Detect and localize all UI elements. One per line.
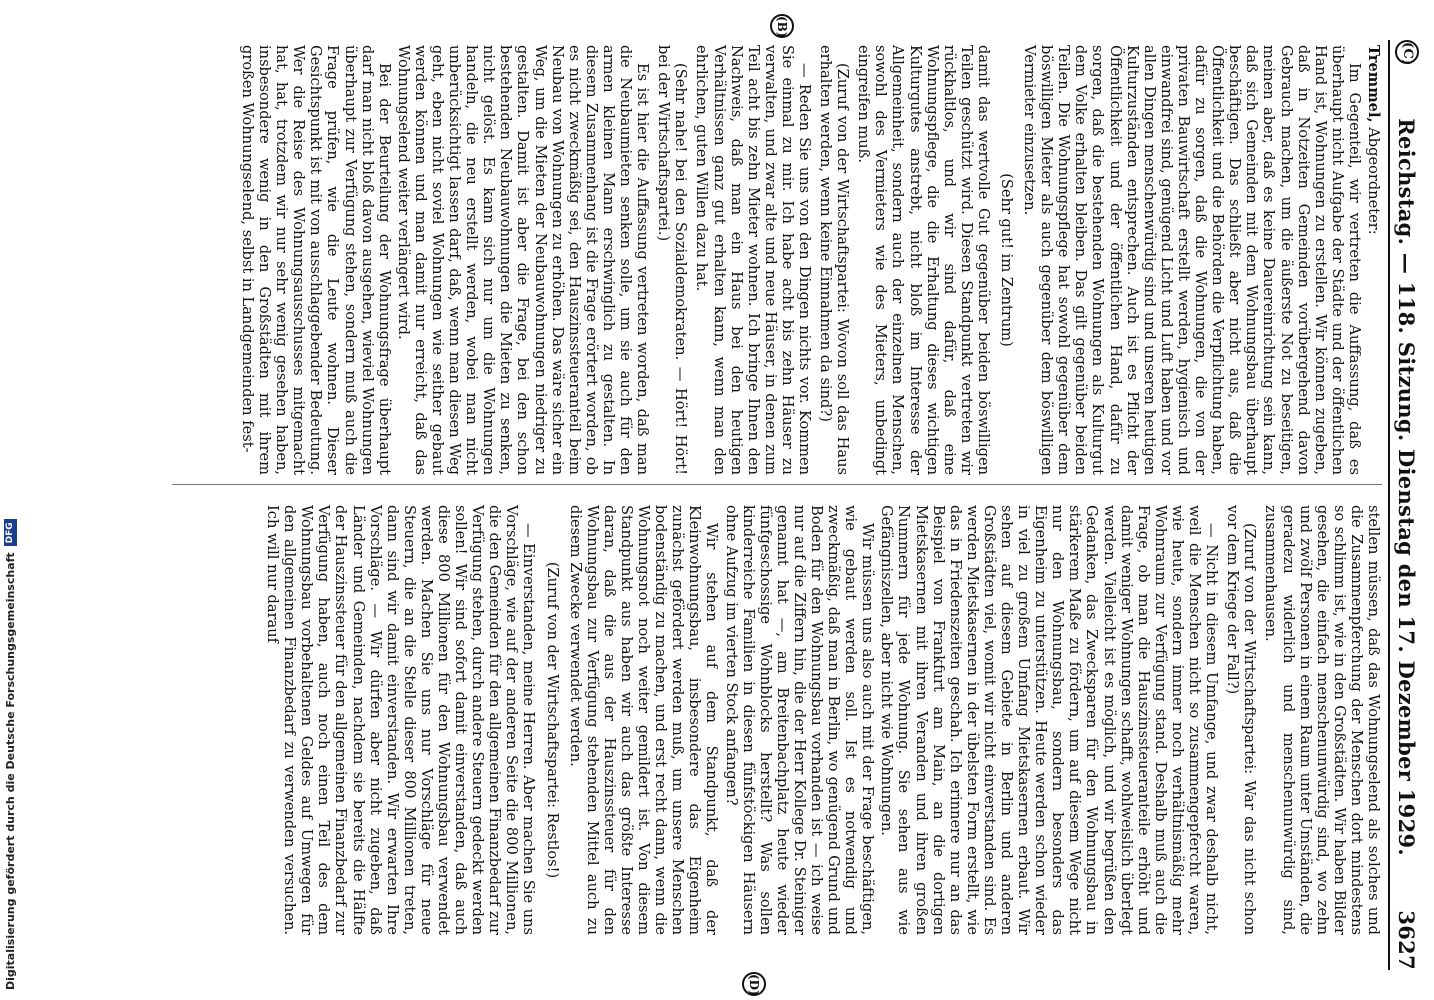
paragraph: Wir müssen uns also auch mit der Frage beschäftigen, wie gebaut werden soll. Ist es notwendig und zweckmäßig, daß man in Berlin, wo genügend Grund und Boden für den Wohnungsbau vorhanden ist — ich weise nur auf die Ziffern hin, die der Herr Kollege Dr. Steiniger genannt hat —, am Breitenbachplatz heute wieder fünfgeschossige Wohnblocks herstellt? Was sollen kinderreiche Familien in diesen fünfstöckigen Häusern ohne Aufzug im vierten Stock anfangen? — [722, 505, 877, 935]
interjection: (Sehr nahe! bei den Sozialdemokraten. — Hört! Hört! bei der Wirtschaftspartei.) — [655, 45, 690, 475]
paragraph: — Einverstanden, meine Herren. Aber machen Sie uns Vorschläge, wie auf der anderen Seite die 800 Millionen, die den Gemeinden für den allgemeinen Finanzbedarf zur Verfügung stehen, durch andere Steuern gedeckt werden sollen! Wir sind sofort damit einverstanden, daß auch diese 800 Millionen für den Wohnungsbau verwendet werden. Machen Sie uns nur Vorschläge für neue Steuern, die an die Stelle dieser 800 Millionen treten, dann sind wir damit einverstanden. Wir erwarten Ihre Vorschläge. — Wir dürfen aber nicht zugeben, daß Länder und Gemeinden, nachdem sie bereits die Hälfte der Hauszinssteuer für den allgemeinen Finanzbedarf zur Verfügung haben, auch noch einen Teil des dem Wohnungsbau vorbehaltenen Geldes auf Umwegen für den allgemeinen Finanzbedarf zu verwenden versuchen. Ich will nur darauf — [264, 505, 538, 935]
page-number: 3627 — [1394, 910, 1420, 970]
paragraph: Im Gegenteil, wir vertreten die Auffassung, daß es überhaupt nicht Aufgabe der Städte und der öffentlichen Hand ist, Wohnungen zu erstellen. Wir können zugeben, daß in Notzeiten Gemeinden vorübergehend davon Gebrauch machen, um die äußerste Not zu beseitigen, meinen aber, daß es keine Dauereinrichtung sein kann, daß sich Gemeinden mit dem Wohnungsbau überhaupt beschäftigen. Das schließt aber nicht aus, daß die Öffentlichkeit und die Behörden die Verpflichtung haben, dafür zu sorgen, daß die Wohnungen, die von der privaten Bauwirtschaft erstellt werden, hygienisch und einwandfrei sind, genügend Licht und Luft haben und vor allen Dingen menschenwürdig sind und unseren heutigen Kulturzuständen entsprechen. Auch ist es Pflicht der Öffentlichkeit und der öffentlichen Hand, dafür zu sorgen, daß die bestehenden Wohnungen als Kulturgut dem Volke erhalten bleiben. Das gilt gegenüber beiden Teilen. Die Wohnungspflege hat sowohl gegenüber dem böswilligen Mieter als auch gegenüber dem böswilligen Vermieter einzusetzen. — [1021, 45, 1363, 475]
running-head — [1390, 40, 1424, 970]
credit-text: Digitalisierung gefördert durch die Deutsche Forschungsgemeinschaft — [3, 552, 17, 990]
speaker-role: Abgeordneter: — [1365, 127, 1382, 235]
column-divider — [172, 484, 1382, 485]
paragraph: — Nicht in diesem Umfange, und zwar deshalb nicht, weil die Menschen nicht so zusammengepfercht waren, wie heute, sondern immer noch verhältnismäßig mehr Wohnraum zur Verfügung stand. Deshalb muß auch die Frage, ob man die Hauszinssteueranteile erhöht und damit weniger Wohnungen schafft, wohlweislich überlegt werden. Vielleicht ist es möglich, und wir begrüßen den Gedanken, das Zwecksparen für den Wohnungsbau in stärkerem Maße zu fördern, um auf diesem Wege nicht nur den Wohnungsbau, sondern besonders das Eigenheim zu unterstützen. Heute werden schon wieder in viel zu großem Umfang Mietskasernen erbaut. Wir sehen auf diesem Gebiete in Berlin und anderen Großstädten viel, womit wir nicht einverstanden sind. Es werden Mietskasernen in der übelsten Form erstellt, wie das in Friedenszeiten geschah. Ich erinnere nur an das Beispiel von Frankfurt am Main, an die dortigen Mietskasernen mit ihren Veranden und ihren großen Nummern für jede Wohnung. Sie sehen aus wie Gefängniszellen, aber nicht wie Wohnungen. — [878, 505, 1221, 935]
dfg-logo: DFG — [4, 519, 17, 546]
paragraph: — Reden Sie uns von den Dingen nichts vor. Kommen Sie einmal zu mir. Ich habe acht bis zehn Häuser zu verwalten, und zwar alte und neue Häuser, in denen zum Teil acht bis zehn Mieter wohnen. Ich bringe Ihnen den Nachweis, daß man ein Haus bei den heutigen Verhältnissen ganz gut erhalten kann, wenn man den ehrlichen, guten Willen dazu hat. — [693, 45, 813, 475]
paragraph: Bei der Beurteilung der Wohnungsfrage überhaupt darf man nicht bloß davon ausgehen, wieviel Wohnungen überhaupt zur Verfügung stehen, sondern muß auch die Frage prüfen, wie die Leute wohnen. Dieser Gesichtspunkt ist mit von ausschlaggebender Bedeutung. Wer die Reise des Wohnungsausschusses mitgemacht hat, hat, trotzdem wir nur sehr wenig gesehen haben, insbesondere wenig in den Großstädten mit ihrem großen Wohnungselend, selbst in Landgemeinden fest- — [239, 45, 393, 475]
digitization-credit — [2, 522, 18, 990]
interjection: (Zuruf von der Wirtschaftspartei: Restlos!) — [543, 561, 561, 879]
paragraph: damit das wertvolle Gut gegenüber beiden böswilligen Teilen geschützt wird. Diesen Standpunkt vertreten wir rückhaltlos, und wir sind dafür, daß eine Wohnungspflege, die die Erhaltung dieses wichtigen Kulturgutes anstrebt, nicht bloß im Interesse der Allgemeinheit, sondern auch der einzelnen Menschen, sowohl des Vermieters wie des Mieters, unbedingt eingreifen muß. — [855, 45, 992, 475]
paragraph: Wir stehen auf dem Standpunkt, daß der Kleinwohnungsbau, insbesondere das Eigenheim zunächst gefördert werden muß, um unsere Menschen bodenständig zu machen, und erst recht dann, wenn die Wohnungsnot noch weiter gemildert ist. Von diesem Standpunkt aus haben wir auch das größte Interesse daran, daß die aus der Hauszinssteuer für den Wohnungsbau zur Verfügung stehenden Mittel auch zu diesem Zwecke verwendet werden. — [566, 505, 721, 935]
margin-marker-d: (D) — [742, 972, 766, 996]
right-column — [262, 505, 1382, 935]
speaker-name: Tremmel, — [1365, 45, 1382, 123]
interjection: (Sehr gut! im Zentrum) — [998, 173, 1016, 347]
document-page — [134, 0, 1434, 1000]
rotated-page — [134, 0, 1434, 1000]
section-marker-c: (C) — [1395, 40, 1419, 64]
left-column — [237, 45, 1382, 475]
margin-marker-b: (B) — [770, 14, 794, 38]
interjection: (Zuruf von der Wirtschaftspartei: War das nicht schon vor dem Kriege der Fall?) — [1224, 505, 1259, 935]
running-title: Reichstag. — 118. Sitzung. Dienstag den 17. Dezember 1929. — [1394, 118, 1420, 857]
interjection: (Zuruf von der Wirtschaftspartei: Wovon soll das Haus erhalten werden, wenn keine Einnahmen da sind?) — [817, 45, 852, 475]
header-rule — [1388, 40, 1390, 970]
paragraph: stellen müssen, daß das Wohnungselend als solches und die Zusammenpferchung der Menschen dort mindestens so schlimm ist, wie in den Großstädten. Wir haben Bilder gesehen, die einfach menschenunwürdig sind, wo zehn und zwölf Personen in einem Raum unter Umständen, die geradezu widerlich und menschenunwürdig sind, zusammenhausen. — [1262, 505, 1382, 935]
paragraph: Es ist hier die Auffassung vertreten worden, daß man die Neubaumieten senken solle, um sie auch für den armen kleinen Mann erschwinglich zu gestalten. In diesem Zusammenhang ist die Frage erörtert worden, ob es nicht zweckmäßig sei, den Hauszinssteueranteil beim Neubau von Wohnungen zu erhöhen. Das wäre sicher ein Weg, um die Mieten der Neubauwohnungen niedriger zu gestalten. Damit ist aber die Frage, bei den schon bestehenden Neubauwohnungen die Mieten zu senken, nicht gelöst. Es kann sich nur um die Wohnungen handeln, die neu erstellt werden, wobei man nicht unberücksichtigt lassen darf, daß, wenn man diesen Weg geht, eben nicht soviel Wohnungen wie seither gebaut werden können und man damit nur erreicht, daß das Wohnungselend weiter verlängert wird. — [394, 45, 652, 475]
speaker-line — [1365, 45, 1382, 475]
